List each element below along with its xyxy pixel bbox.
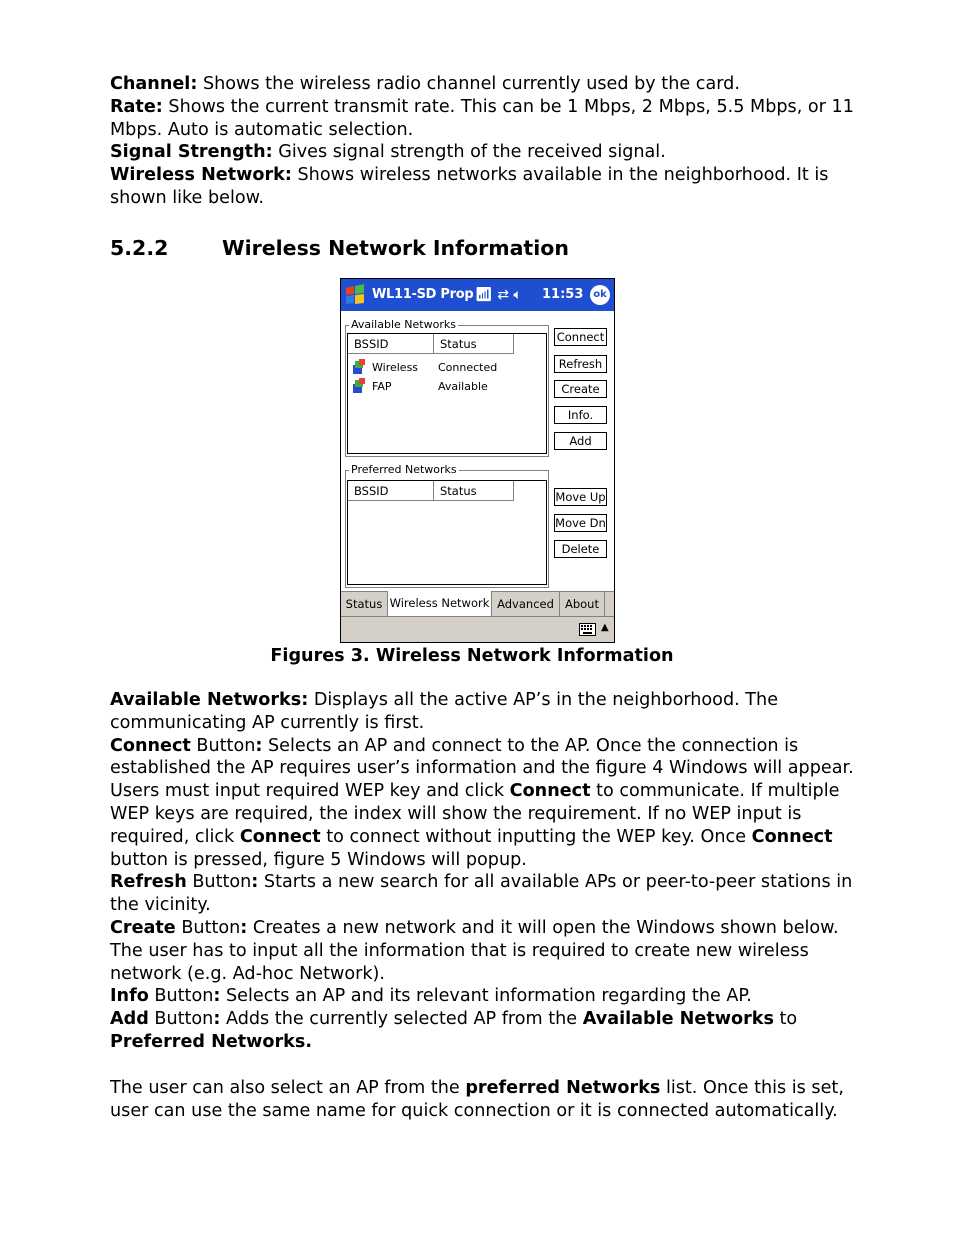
refresh-desc: Starts a new search for all available APs or peer-to-peer stations in the vicinity. [110, 872, 853, 916]
add-term: Add [110, 1009, 149, 1030]
wireless-network-icon [352, 378, 368, 394]
final-text-2: list. Once this is set, user can use the same name for quick connection or it is connected automatically. [110, 1077, 844, 1121]
info-button-word: Button [148, 986, 214, 1007]
connect-button[interactable]: Connect [554, 328, 607, 346]
ok-button[interactable]: ok [590, 285, 610, 305]
add-paragraph [110, 1008, 870, 1054]
connect-paragraph [110, 735, 870, 781]
network-status: Available [438, 380, 488, 393]
available-desc: Displays all the active AP’s in the neighborhood. The communicating AP currently is first. [110, 690, 779, 733]
info-term: Info [110, 986, 149, 1007]
add-desc: Adds the currently selected AP from the [220, 1009, 583, 1030]
refresh-button-word: Button [186, 872, 252, 893]
move-up-button[interactable]: Move Up [555, 490, 606, 504]
available-networks-list[interactable] [347, 333, 547, 454]
users-connect-3: Connect [751, 826, 833, 847]
status-column-header[interactable]: Status [434, 334, 514, 354]
refresh-term: Refresh [110, 872, 187, 893]
status-icons [475, 287, 522, 303]
connect-desc: Selects an AP and connect to the AP. Once the connection is established the AP requires user’s information and the figure 4 Windows will appear. [110, 735, 854, 779]
wireless-network-icon [352, 359, 368, 375]
users-text-4: button is pressed, figure 5 Windows will popup. [110, 849, 527, 870]
info-button[interactable]: Info. [554, 406, 607, 424]
add-button-word: Button [148, 1009, 214, 1030]
window-title: WL11-SD Prop [372, 287, 474, 302]
delete-button[interactable]: Delete [554, 540, 607, 558]
create-colon: : [240, 917, 248, 938]
wireless-term: Wireless Network: [110, 165, 292, 186]
add-available-term: Available Networks [582, 1009, 774, 1030]
keyboard-icon[interactable] [579, 623, 596, 636]
preferred-networks-label: Preferred Networks [351, 463, 457, 476]
channel-term: Channel: [110, 74, 198, 94]
info-desc: Selects an AP and its relevant information regarding the AP. [220, 986, 752, 1007]
users-connect-2: Connect [239, 826, 321, 847]
channel-paragraph [110, 73, 870, 96]
body-section [110, 689, 870, 1122]
network-name: Wireless [372, 361, 419, 374]
tab-advanced[interactable]: Advanced [492, 592, 560, 616]
rate-desc: Shows the current transmit rate. This can be 1 Mbps, 2 Mbps, 5.5 Mbps, or 11 Mbps. Auto is automatic selection. [110, 96, 854, 140]
connect-button-word: Button [190, 735, 256, 756]
add-preferred-term: Preferred Networks. [110, 1031, 313, 1052]
create-button-word: Button [175, 917, 241, 938]
section-number: 5.2.2 [110, 235, 169, 260]
tab-about[interactable]: About [560, 592, 605, 616]
create-button[interactable]: Create [554, 380, 607, 398]
list-item[interactable] [350, 359, 540, 377]
final-paragraph [110, 1077, 870, 1123]
pda-screenshot [340, 278, 615, 643]
users-text-3: to connect without inputting the WEP key. Once [320, 826, 752, 847]
preferred-networks-list[interactable] [347, 480, 547, 585]
signal-desc: Gives signal strength of the received signal. [272, 142, 666, 163]
tab-wireless-network[interactable]: Wireless Network [388, 591, 492, 616]
tab-bar [341, 591, 614, 616]
users-text-1: Users must input required WEP key and click [110, 781, 510, 802]
status-column-header[interactable]: Status [434, 481, 514, 501]
signal-paragraph [110, 141, 870, 164]
signal-term: Signal Strength: [110, 142, 273, 163]
create-paragraph [110, 917, 870, 985]
antenna-icon[interactable]: 📶︎ [475, 287, 493, 303]
wireless-paragraph [110, 164, 870, 210]
section-title: Wireless Network Information [222, 235, 569, 260]
add-colon: : [213, 1009, 221, 1030]
clock[interactable]: 11:53 [542, 287, 584, 302]
create-term: Create [110, 917, 176, 938]
rate-paragraph [110, 96, 870, 142]
section-heading [110, 233, 870, 263]
bssid-column-header[interactable]: BSSID [348, 481, 434, 501]
speaker-icon[interactable]: 🔈︎ [513, 287, 522, 303]
users-text-2: to communicate. If multiple WEP keys are required, the index will show the requirement. If no WEP input is required, click [110, 781, 840, 847]
tab-status[interactable]: Status [341, 592, 388, 616]
windows-start-icon[interactable] [344, 284, 366, 306]
create-desc: Creates a new network and it will open the Windows shown below. The user has to input all the information that is required to create new wireless network (e.g. Ad-hoc Network). [110, 917, 839, 984]
wireless-desc: Shows wireless networks available in the neighborhood. It is shown like below. [110, 165, 829, 208]
final-preferred-term: preferred Networks [465, 1077, 661, 1098]
sync-arrows-icon[interactable]: ⇄ [497, 287, 509, 303]
final-text-1: The user can also select an AP from the [110, 1077, 466, 1098]
add-to-word: to [773, 1009, 798, 1030]
command-bar [341, 616, 614, 643]
info-paragraph [110, 985, 870, 1008]
list-item[interactable] [350, 378, 540, 396]
connect-colon: : [255, 735, 263, 756]
input-menu-arrow-icon[interactable]: ▲ [601, 622, 609, 633]
available-term: Available Networks: [110, 690, 309, 710]
rate-term: Rate: [110, 96, 163, 117]
refresh-paragraph [110, 871, 870, 917]
available-paragraph [110, 689, 870, 735]
network-name: FAP [372, 380, 392, 393]
users-connect-1: Connect [509, 781, 591, 802]
refresh-colon: : [251, 872, 259, 893]
title-bar [341, 279, 614, 311]
info-colon: : [213, 986, 221, 1007]
add-button[interactable]: Add [554, 432, 607, 450]
available-networks-label: Available Networks [351, 318, 456, 331]
users-paragraph [110, 780, 870, 871]
bssid-column-header[interactable]: BSSID [348, 334, 434, 354]
connect-term: Connect [110, 735, 191, 756]
figure-caption: Figures 3. Wireless Network Information [270, 646, 674, 666]
intro-section [110, 73, 870, 263]
move-down-button[interactable]: Move Dn [555, 516, 606, 530]
channel-desc: Shows the wireless radio channel currently used by the card. [197, 74, 740, 94]
refresh-button[interactable]: Refresh [554, 355, 607, 373]
network-status: Connected [438, 361, 498, 374]
